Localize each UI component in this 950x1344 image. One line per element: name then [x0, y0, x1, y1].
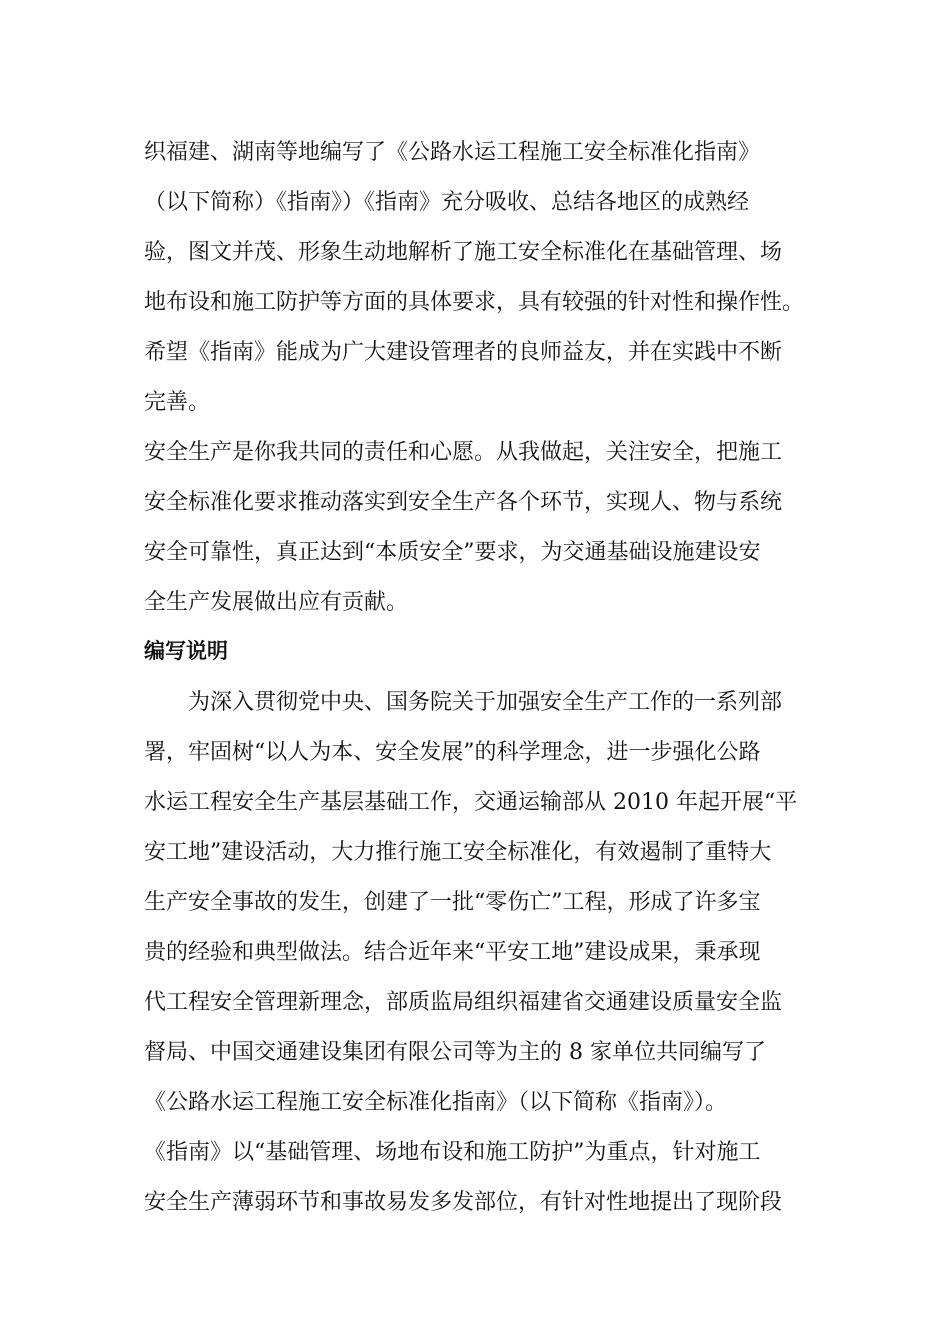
text-line: 完善。 [144, 390, 211, 415]
text-line: 《公路水运工程施工安全标准化指南》（以下简称《指南》）。 [144, 1090, 728, 1115]
text-line: 为深入贯彻党中央、国务院关于加强安全生产工作的一系列部 [188, 690, 783, 715]
text-line: 全生产发展做出应有贡献。 [144, 590, 409, 615]
text-line: 督局、中国交通建设集团有限公司等为主的 8 家单位共同编写了 [144, 1040, 766, 1065]
text-line: 希望《指南》能成为广大建设管理者的良师益友，并在实践中不断 [144, 340, 783, 365]
text-line: （以下简称）《指南》）《指南》充分吸收、总结各地区的成熟经 [144, 190, 750, 215]
text-line: 贵的经验和典型做法。结合近年来“平安工地”建设成果，秉承现 [144, 940, 761, 965]
text-line: 代工程安全管理新理念，部质监局组织福建省交通建设质量安全监 [144, 990, 783, 1015]
text-line: 验，图文并茂、形象生动地解析了施工安全标准化在基础管理、场 [144, 240, 783, 265]
text-line: 安工地”建设活动，大力推行施工安全标准化，有效遏制了重特大 [144, 840, 772, 865]
text-line: 安全可靠性，真正达到“本质安全”要求，为交通基础设施建设安 [144, 540, 761, 565]
section-heading: 编写说明 [144, 639, 228, 663]
text-line: 《指南》以“基础管理、场地布设和施工防护”为重点，针对施工 [144, 1140, 761, 1165]
text-line: 水运工程安全生产基层基础工作，交通运输部从 2010 年起开展“平 [144, 790, 798, 815]
text-line: 安全生产薄弱环节和事故易发多发部位，有针对性地提出了现阶段 [144, 1190, 783, 1215]
text-line: 署，牢固树“以人为本、安全发展”的科学理念，进一步强化公路 [144, 740, 761, 765]
text-line: 生产安全事故的发生，创建了一批“零伤亡”工程，形成了许多宝 [144, 890, 761, 915]
text-line: 地布设和施工防护等方面的具体要求，具有较强的针对性和操作性。 [144, 290, 805, 315]
text-line: 安全生产是你我共同的责任和心愿。从我做起，关注安全，把施工 [144, 440, 783, 465]
text-line: 安全标准化要求推动落实到安全生产各个环节，实现人、物与系统 [144, 490, 783, 515]
text-line: 织福建、湖南等地编写了《公路水运工程施工安全标准化指南》 [144, 140, 761, 165]
